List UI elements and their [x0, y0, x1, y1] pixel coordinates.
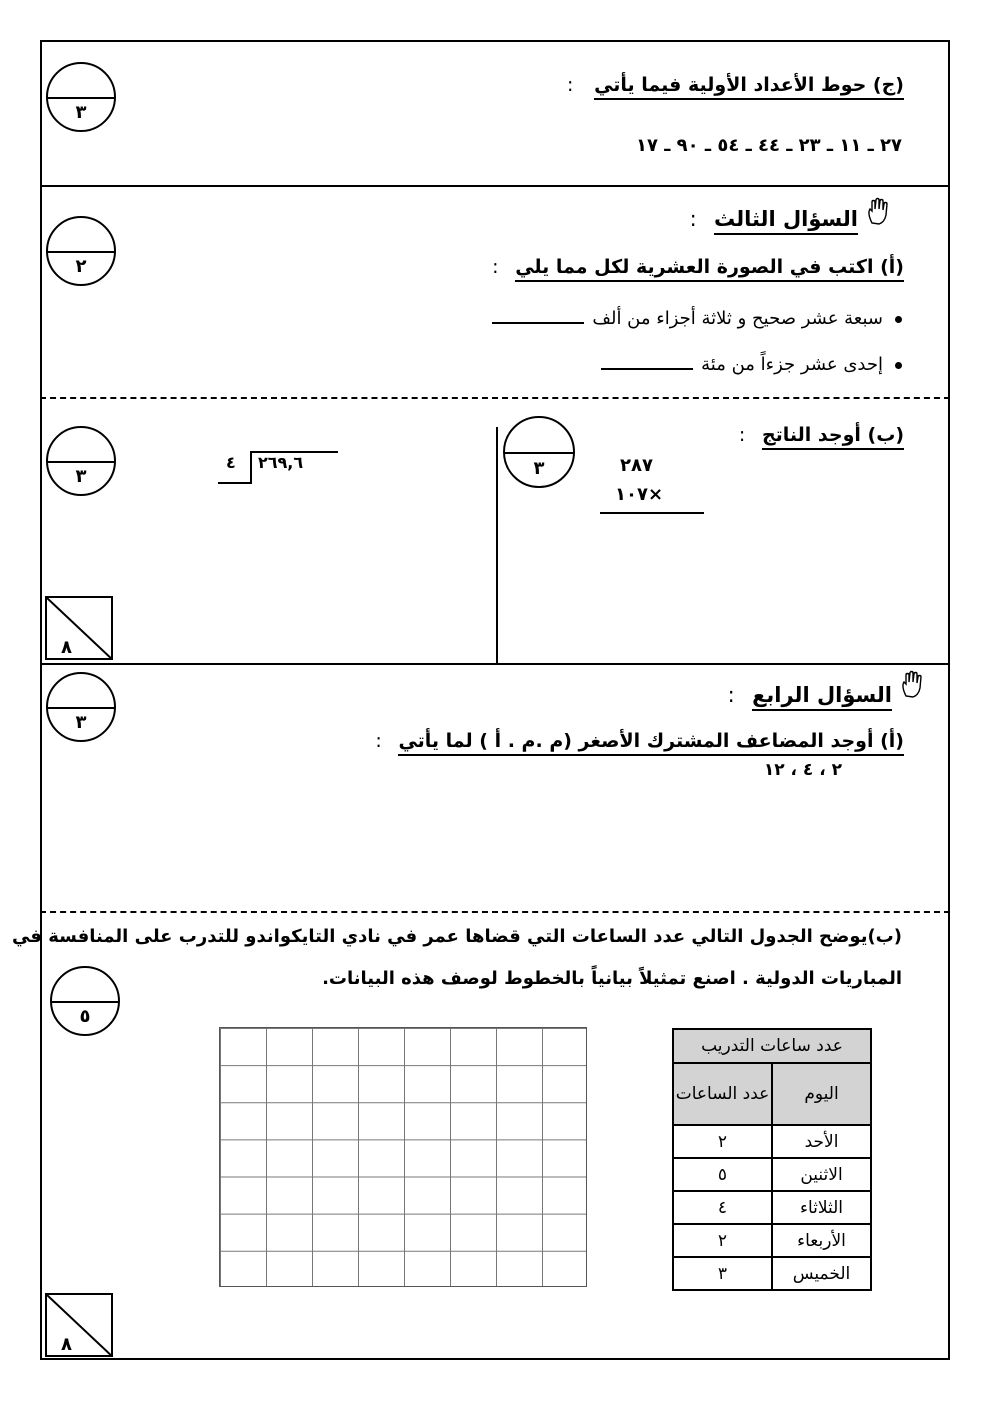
table-cell-hours: ٢	[673, 1125, 772, 1158]
score-value: ٢	[75, 256, 87, 277]
score-value: ٣	[75, 466, 87, 487]
score-circle	[46, 672, 116, 742]
table-cell-day: الأربعاء	[772, 1224, 871, 1257]
total-score-value: ٨	[61, 637, 72, 658]
part-a-title	[375, 730, 904, 752]
bullet-icon	[895, 362, 902, 369]
multiplicand: ٢٨٧	[620, 455, 653, 476]
part-a-title	[492, 256, 904, 278]
table-cell-day: الثلاثاء	[772, 1191, 871, 1224]
part-a-title-text: (أ) أوجد المضاعف المشترك الأصغر (م .م . أ ) لما يأتي	[398, 730, 904, 756]
training-hours-table	[672, 1028, 872, 1291]
part-a-title-text: (أ) اكتب في الصورة العشرية لكل مما يلي	[515, 256, 904, 282]
question3-title-text: السؤال الثالث	[714, 207, 858, 235]
score-value: ٣	[75, 102, 87, 123]
bullet-icon	[895, 316, 902, 323]
table-cell-hours: ٢	[673, 1224, 772, 1257]
table-cell-day: الاثنين	[772, 1158, 871, 1191]
part-b-title-text: (ب) أوجد الناتج	[762, 424, 904, 450]
table-row	[673, 1257, 871, 1290]
colon: :	[375, 730, 382, 752]
score-circle	[46, 62, 116, 132]
answer-blank[interactable]	[492, 322, 584, 324]
table-cell-day: الخميس	[772, 1257, 871, 1290]
score-value: ٥	[79, 1006, 91, 1027]
table-cell-hours: ٤	[673, 1191, 772, 1224]
total-score-value: ٨	[61, 1334, 72, 1355]
column-header-hours: عدد الساعات	[673, 1063, 772, 1125]
question4-title	[728, 683, 892, 707]
table-row	[673, 1191, 871, 1224]
colon: :	[492, 256, 499, 278]
table-row	[673, 1158, 871, 1191]
section-divider	[40, 185, 950, 187]
table-cell-day: الأحد	[772, 1125, 871, 1158]
dividend: ٢٦٩,٦	[258, 453, 304, 472]
colon: :	[567, 74, 574, 96]
section-divider	[40, 663, 950, 665]
table-cell-hours: ٥	[673, 1158, 772, 1191]
hand-icon	[900, 670, 926, 698]
table-row	[673, 1224, 871, 1257]
score-circle	[503, 416, 575, 488]
section-c-title-text: (ج) حوط الأعداد الأولية فيما يأتي	[594, 74, 904, 100]
column-header-day: اليوم	[772, 1063, 871, 1125]
section-divider-dashed	[40, 911, 950, 913]
multiplication-line	[600, 512, 704, 514]
colon: :	[727, 683, 735, 707]
question3-title	[690, 207, 858, 231]
list-item	[601, 354, 902, 375]
score-value: ٣	[75, 712, 87, 733]
score-circle	[46, 216, 116, 286]
table-cell-hours: ٣	[673, 1257, 772, 1290]
total-score-box	[45, 596, 113, 660]
list-item-text: سبعة عشر صحيح و ثلاثة أجزاء من ألف	[592, 308, 883, 329]
colon: :	[689, 207, 697, 231]
prime-numbers-list: ٢٧ ـ ١١ ـ ٢٣ ـ ٤٤ ـ ٥٤ ـ ٩٠ ـ ١٧	[635, 135, 902, 156]
graph-grid[interactable]	[219, 1027, 587, 1287]
score-circle	[50, 966, 120, 1036]
list-item	[492, 308, 902, 329]
score-value: ٣	[533, 458, 545, 479]
part-b-line1: (ب)يوضح الجدول التالي عدد الساعات التي قضاها عمر في نادي التايكواندو للتدرب على المنافسة في	[11, 926, 902, 947]
total-score-box	[45, 1293, 113, 1357]
answer-blank[interactable]	[601, 368, 693, 370]
column-divider	[496, 427, 498, 663]
table-row	[673, 1125, 871, 1158]
question4-title-text: السؤال الرابع	[752, 683, 892, 711]
hand-icon	[866, 197, 892, 225]
score-circle	[46, 426, 116, 496]
divisor: ٤	[226, 453, 236, 472]
section-c-title	[567, 74, 904, 96]
list-item-text: إحدى عشر جزءاً من مئة	[701, 354, 883, 375]
part-b-title	[739, 424, 904, 446]
table-caption: عدد ساعات التدريب	[673, 1029, 871, 1063]
multiplier: ×١٠٧	[615, 484, 664, 505]
part-b-line2: المباريات الدولية . اصنع تمثيلاً بيانياً بالخطوط لوصف هذه البيانات.	[322, 968, 902, 989]
lcm-numbers: ٢ ، ٤ ، ١٢	[763, 760, 842, 780]
colon: :	[738, 424, 746, 446]
section-divider-dashed	[40, 397, 950, 399]
long-division	[218, 447, 340, 485]
